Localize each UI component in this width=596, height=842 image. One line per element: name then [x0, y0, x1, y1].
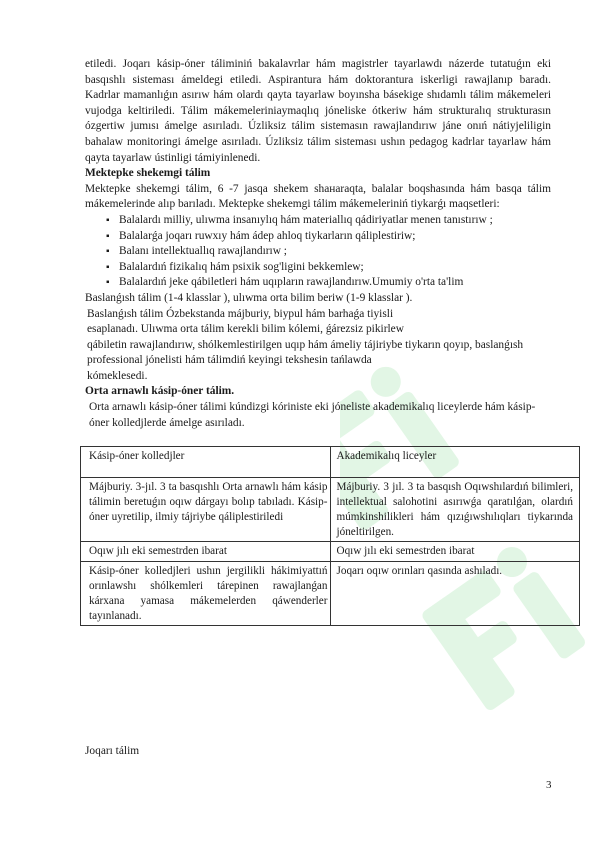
list-item: ▪ Balanı intellektuallıq rawajlandırıw ;	[119, 244, 551, 260]
table-cell: Oqıw jılı eki semestrden ibarat	[81, 542, 331, 562]
section-heading-vocational: Orta arnawlı kásip-óner tálim.	[85, 385, 235, 398]
paragraph-intro: etiledi. Joqarı kásip-óner táliminiń bakalavrlar hám magistrler tayarlawdı názerde tutatuǵın eki basqıshlı sisteması ámeldegi etiledi. Aspirantura hám doktorantura iskerligi rawajlanıp baradı. Kadrlar mamanlıǵın asırıw hám olardı qayta tayarlaw boyınsha básekige shıdamlı tálim mákemeleri vujodga keltiriledi. Tálim mákemeleriniaymaqlıq jóneliske ótkeriw hám strukturalıq strukturasın ózgertiw jumısı ámelge asırıladı. Úzliksiz tálim sistemasın rawajlandırıw jáne onıń nátiyjeliligin bahalaw monitoringi ámelge asırıladı. Úzliksiz tálim sisteması ushın pedagog kadrlar tayarlaw hám qayta tayarlaw ústinligi támiyinlenedi.	[85, 58, 551, 164]
comparison-table	[80, 446, 580, 626]
table-row	[81, 542, 580, 562]
paragraph-primary-3: qábiletin rawajlandırıw, shólkemlestirilgen uqıp hám ámeliy tájiriybe tiykarın qoyıp, baslanǵısh professional jónelisti hám tálimdiń keyingi tekshesin tańlawda	[87, 338, 524, 367]
paragraph-preschool: Mektepke shekemgi tálim, 6 -7 jasqa shekem shaнaraqta, balalar boqshasında hám basqa tálim mákemelerinde alıp barıladı. Mektepke shekemgi tálim mákemeleriniń tiykarǵı maqsetleri:	[85, 182, 551, 211]
section-heading-higher-education: Joqarı tálim	[85, 745, 140, 757]
table-row	[81, 478, 580, 542]
table-header-row	[81, 447, 580, 478]
list-item: ▪ Balalardıń fizikalıq hám psixik sog'ligini bekkemlew;	[119, 260, 551, 276]
table-cell: Kásip-óner kolledjleri ushın jergilikli hákimiyattıń orınlawshı shólkemleri tárepinen rawajlanǵan kárxana yamasa mákemelerden qáwenderler tayınlanadı.	[81, 562, 331, 626]
table-cell: Joqarı oqıw orınları qasında ashıladı.	[330, 562, 580, 626]
table-header-colleges: Kásip-óner kolledjler	[81, 447, 331, 478]
paragraph-primary-2: esaplanadı. Ulıwma orta tálim kerekli bilim kólemi, ǵárezsiz pikirlew	[87, 323, 404, 336]
list-item: ▪ Balalarǵa joqarı ruwxıy hám ádep ahloq tiykarların qáliplestiriw;	[119, 229, 551, 245]
goals-list	[85, 213, 551, 291]
list-item: ▪ Balalardıń jeke qábiletleri hám uqıpların rawajlandırıw.Umumiy o'rta ta'lim	[119, 275, 551, 291]
list-item: ▪ Balalardı milliy, ulıwma insanıylıq hám materiallıq qádiriyatlar menen tanıstırıw ;	[119, 213, 551, 229]
table-row	[81, 562, 580, 626]
document-body	[85, 57, 573, 626]
paragraph-primary-4: kómeklesedi.	[87, 369, 148, 382]
table-header-lyceums: Akademikalıq liceyler	[330, 447, 580, 478]
table-cell: Májburiy. 3 jıl. 3 ta basqısh Oqıwshılardıń bilimleri, intellektual salohotini asırıwǵa qaratılǵan, olardıń múmkinshilikleri hám qızıǵıwshılıqları tiykarında jóneltirilgen.	[330, 478, 580, 542]
paragraph-primary-levels: Baslanǵısh tálim (1-4 klasslar ), ulıwma orta bilim beriw (1-9 klasslar ).	[85, 291, 413, 304]
table-cell: Májburiy. 3-jıl. 3 ta basqıshlı Orta arnawlı hám kásip tálimin beretuǵın oqıw dárgayı bolıp tabıladı. Kásip-óner uyretilip, ilmiy tájriybe qáliplestiriledi	[81, 478, 331, 542]
table-cell: Oqıw jılı eki semestrden ibarat	[330, 542, 580, 562]
section-heading-preschool: Mektepke shekemgi tálim	[85, 167, 211, 180]
paragraph-primary-1: Baslanǵısh tálim Ózbekstanda májburiy, biypul hám barhaǵa tiyisli	[87, 307, 394, 320]
page-number: 3	[546, 779, 552, 791]
paragraph-vocational: Orta arnawlı kásip-óner tálimi kúndizgi kóriniste eki jóneliste akademikalıq liceylerde hám kásip-óner kolledjlerde ámelge asırıladı.	[89, 401, 536, 429]
